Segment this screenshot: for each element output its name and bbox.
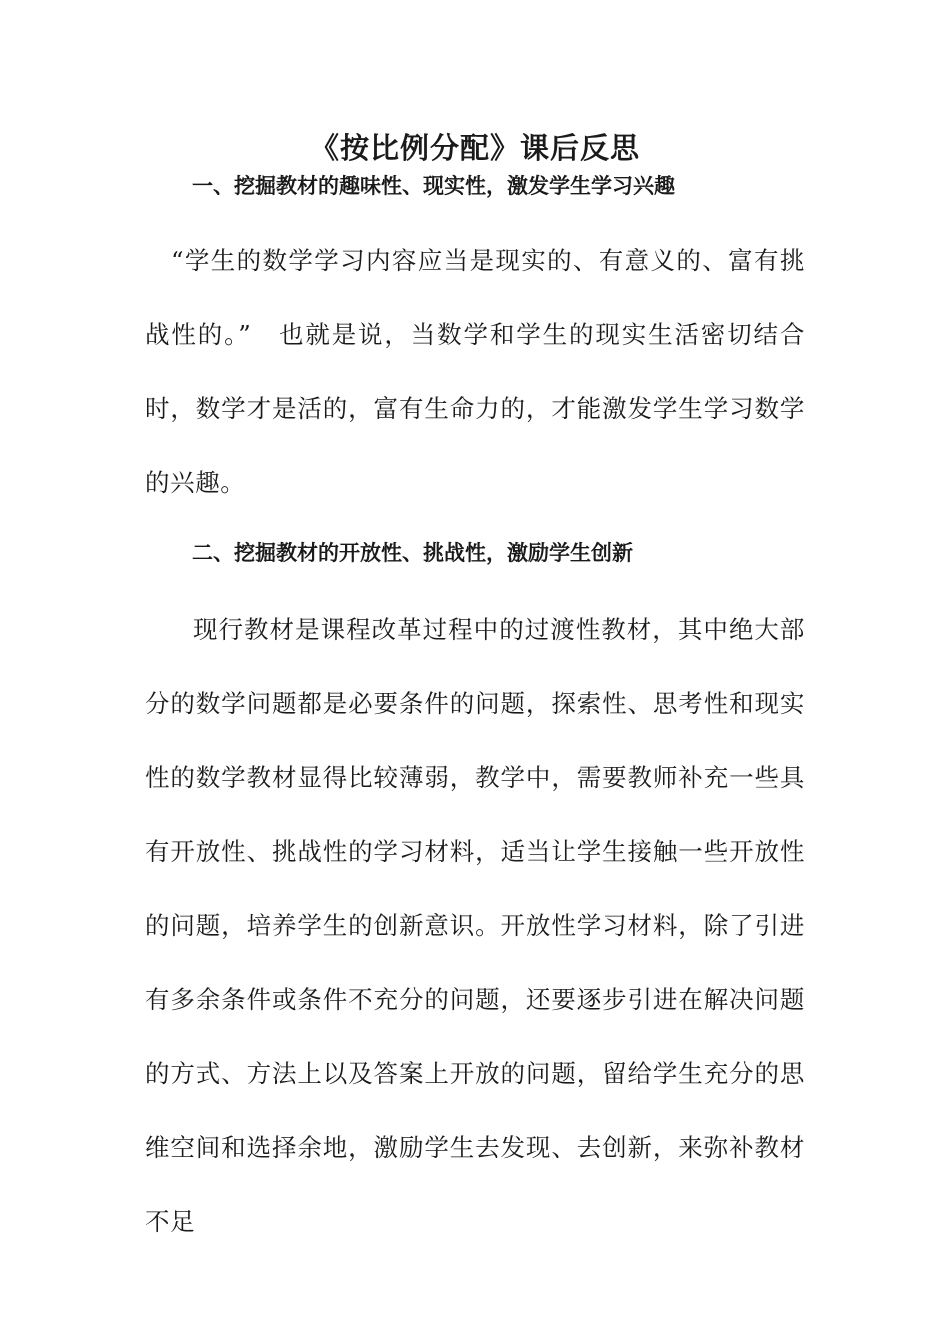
section-heading-1: 一、挖掘教材的趣味性、现实性，激发学生学习兴趣 xyxy=(192,173,675,198)
document-title: 《按比例分配》课后反思 xyxy=(309,131,640,165)
section-paragraph-2: 现行教材是课程改革过程中的过渡性教材，其中绝大部分的数学问题都是必要条件的问题，探索性、思考性和现实性的数学教材显得比较薄弱，教学中，需要教师补充一些具有开放性、挑战性的学习材料，适当让学生接触一些开放性的问题，培养学生的创新意识。开放性学习材料，除了引进有多余条件或条件不充分的问题，还要逐步引进在解决问题的方式、方法上以及答案上开放的问题，留给学生充分的思维空间和选择余地，激励学生去发现、去创新，来弥补教材不足 xyxy=(145,615,805,1236)
section-heading-2: 二、挖掘教材的开放性、挑战性，激励学生创新 xyxy=(192,540,633,565)
section-paragraph-1: “学生的数学学习内容应当是现实的、有意义的、富有挑战性的。” 也就是说，当数学和学生的现实生活密切结合时，数学才是活的，富有生命力的，才能激发学生学习数学的兴趣。 xyxy=(145,246,805,497)
